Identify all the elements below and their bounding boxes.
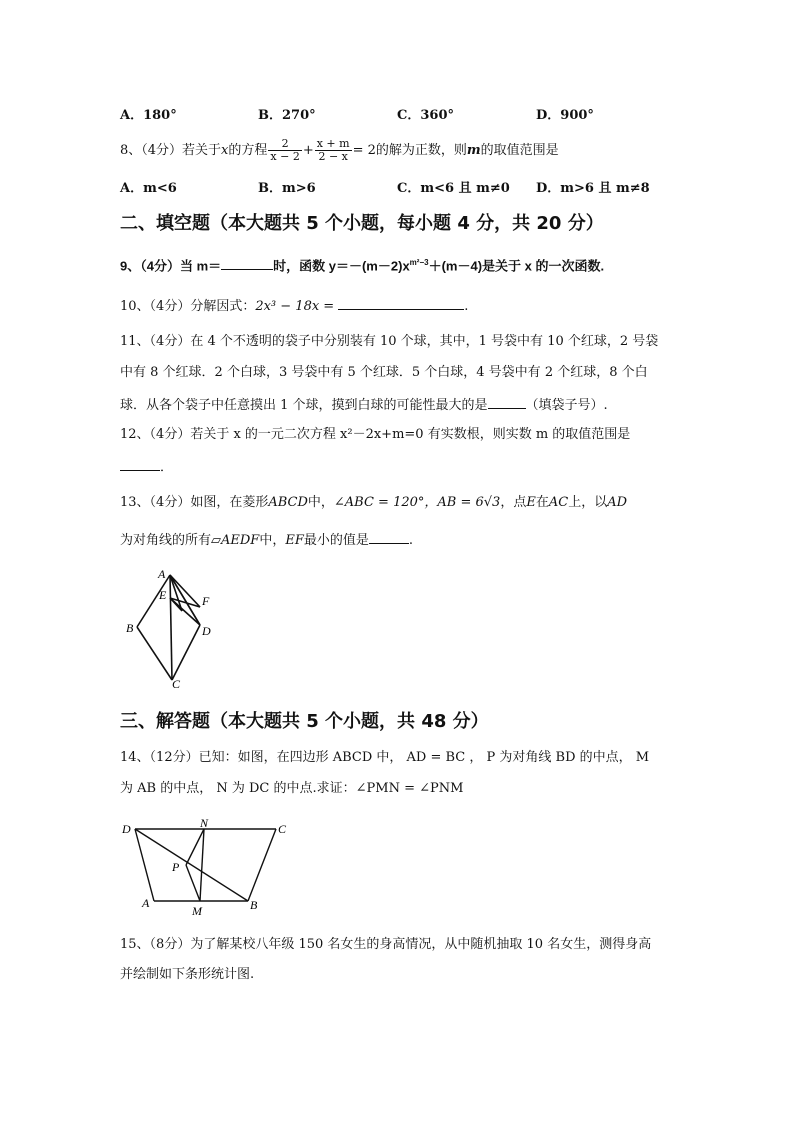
fig13-label-d: D [202, 624, 211, 638]
q8-suffix2: 的取值范围是 [480, 143, 559, 158]
q8-equals: = 2 [352, 143, 376, 158]
quadrilateral-figure [118, 815, 298, 920]
question-11-line-2: 中有 8 个红球．2 个白球，3 号袋中有 5 个红球．5 个白球，4 号袋中有 2 个红球，8 个白 [120, 365, 648, 380]
fig13-label-e: E [159, 588, 167, 602]
q8-fraction-2: $\frac{x + m}{2 - x}$ [316, 137, 350, 163]
fig14-label-n: N [200, 816, 209, 830]
q7-option-a: A．180° [120, 108, 177, 123]
q8-option-a: A．m<6 [120, 181, 177, 196]
q8-var-m: m [466, 143, 481, 158]
q7-option-d: D．900° [536, 108, 594, 123]
q8-option-b: B．m>6 [258, 181, 316, 196]
q9-answer-blank [221, 256, 273, 270]
q11-answer-blank [488, 395, 526, 409]
q7-option-b: B．270° [258, 108, 316, 123]
question-13-line-1: 13、（4分）如图，在菱形ABCD中，∠ABC = 120°，AB = 6√3，点E在AC上，以AD [120, 495, 628, 510]
q8-eq-text: 的方程 [228, 143, 268, 158]
question-14-line-2: 为 AB 的中点， N 为 DC 的中点.求证：∠PMN = ∠PNM [120, 781, 464, 796]
q8-option-c: C．m<6 且 m≠0 [397, 181, 510, 196]
q13-answer-blank [369, 530, 409, 544]
section-3-title: 三、解答题（本大题共 5 个小题，共 48 分） [120, 711, 489, 732]
q7-option-c: C．360° [397, 108, 454, 123]
question-11-line-1: 11、（4分）在 4 个不透明的袋子中分别装有 10 个球，其中，1 号袋中有 10 个红球，2 号袋 [120, 334, 659, 349]
question-15-line-2: 并绘制如下条形统计图. [120, 967, 255, 982]
fig13-label-b: B [126, 621, 134, 635]
fig14-label-b: B [250, 898, 258, 912]
question-8: 8、（4分）若关于x的方程 $\frac{2}{x - 2}$ + $\frac{x + m}{2 - x}$ = 2的解为正数，则m的取值范围是 [120, 137, 559, 163]
q8-var-x: x [221, 143, 229, 158]
fig14-label-d: D [122, 822, 131, 836]
fig14-label-a: A [142, 896, 150, 910]
fig13-label-c: C [172, 677, 181, 691]
fig14-label-c: C [278, 822, 287, 836]
question-10: 10、（4分）分解因式：2x³ − 18x = . [120, 296, 468, 316]
fig13-label-f: F [202, 594, 210, 608]
q10-expression: 2x³ − 18x = [255, 299, 335, 314]
question-15-line-1: 15、（8分）为了解某校八年级 150 名女生的身高情况，从中随机抽取 10 名女生，测得身高 [120, 937, 652, 952]
question-9: 9、（4分）当 m＝ 时，函数 $y=-(m-2)x^{m^2-3}+(m-4)$是关于 x 的一次函数. [120, 258, 605, 274]
fig13-label-a: A [158, 567, 166, 581]
rhombus-figure [120, 565, 230, 695]
fig14-label-p: P [172, 860, 180, 874]
q8-suffix: 的解为正数，则 [375, 143, 467, 158]
question-14-line-1: 14、（12分）已知：如图，在四边形 ABCD 中， AD = BC ， P 为对角线 BD 的中点， M [120, 750, 650, 765]
q8-fraction-1: $\frac{2}{x - 2}$ [270, 137, 300, 163]
question-12-line-2: ． [120, 457, 173, 477]
q10-answer-blank [338, 296, 464, 310]
fig14-label-m: M [192, 904, 202, 918]
section-2-title: 二、填空题（本大题共 5 个小题，每小题 4 分，共 20 分） [120, 213, 604, 234]
q8-option-d: D．m>6 且 m≠8 [536, 181, 650, 196]
question-12-line-1: 12、（4分）若关于 x 的一元二次方程 x²－2x+m=0 有实数根，则实数 m 的取值范围是 [120, 427, 631, 442]
question-13-line-2: 为对角线的所有▱AEDF中，EF最小的值是 . [120, 530, 413, 550]
question-11-line-3: 球．从各个袋子中任意摸出 1 个球，摸到白球的可能性最大的是 （填袋子号）. [120, 395, 608, 415]
q12-answer-blank [120, 457, 160, 471]
q8-prefix: 8、（4分）若关于 [120, 143, 222, 158]
